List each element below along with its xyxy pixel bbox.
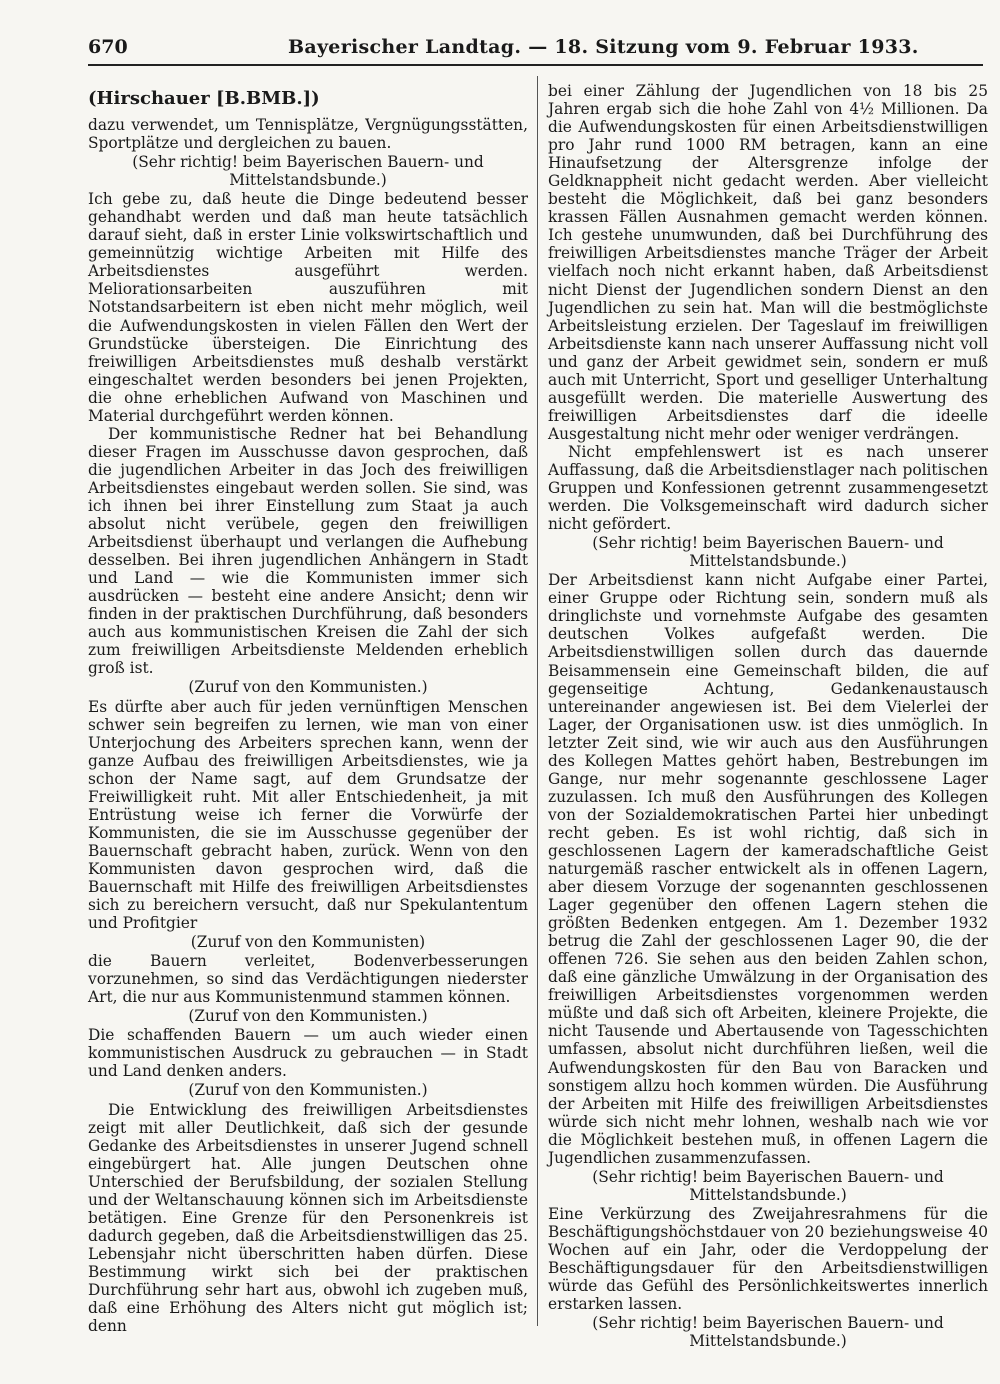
running-head: Bayerischer Landtag. — 18. Sitzung vom 9. Februar 1933. <box>288 36 919 58</box>
paragraph: Der kommunistische Redner hat bei Behandlung dieser Fragen im Ausschusse davon gesprochen, daß die jugendlichen Arbeiter in das Joch des freiwilligen Arbeitsdienstes eingebaut werden sollen. Sie sind, was ich ihnen bei ihrer Einstellung zum Staat ja auch absolut nicht verübele, gegen den freiwilligen Arbeitsdienst überhaupt und verlangen die Aufhebung desselben. Bei ihren jugendlichen Anhängern in Stadt und Land — wie die Kommunisten immer sich ausdrücken — besteht eine andere Ansicht; denn wir finden in der praktischen Durchführung, daß besonders auch aus kommunistischen Kreisen die Zahl der sich zum freiwilligen Arbeitsdienste Meldenden erheblich groß ist. <box>88 424 528 678</box>
interjection: (Sehr richtig! beim Bayerischen Bauern- und Mittelstandsbunde.) <box>132 153 484 190</box>
paragraph: Der Arbeitsdienst kann nicht Aufgabe einer Partei, einer Gruppe oder Richtung sein, sondern muß als dringlichste und vornehmste Aufgabe des gesamten deutschen Volkes aufgefaßt werden. Die Arbeitsdienstwilligen sollen durch das dauernde Beisammensein eine Gemeinschaft bilden, die auf gegenseitige Achtung, Gedankenaustausch untereinander angewiesen ist. Bei dem Vielerlei der Lager, der Organisationen usw. ist dies unmöglich. In letzter Zeit sind, wie wir auch aus den Ausführungen des Kollegen Mattes gehört haben, Bestrebungen im Gange, nur mehr sogenannte geschlossene Lager zuzulassen. Ich muß den Ausführungen des Kollegen von der Sozialdemokratischen Partei hier unbedingt recht geben. Es ist wohl richtig, daß sich in geschlossenen Lagern der kameradschaftliche Geist naturgemäß rascher entwickelt als in offenen Lagern, aber diesem Vorzuge der sogenannten geschlossenen Lager gegenüber den offenen Lagern stehen die größten Bedenken entgegen. Am 1. Dezember 1932 betrug die Zahl der geschlossenen Lager 90, die der offenen 726. Sie sehen aus den beiden Zahlen schon, daß eine gänzliche Umwälzung in der Organisation des freiwilligen Arbeitsdienstes vorgenommen werden müßte und daß sich oft Arbeiten, kleinere Projekte, die nicht Tausende und Abertausende von Tagesschichten umfassen, absolut nicht durchführen ließen, weil die Aufwendungskosten für den Bau von Baracken und sonstigem allzu hoch kommen würden. Die Ausführung der Arbeiten mit Hilfe des freiwilligen Arbeitsdienstes würde sich nicht mehr lohnen, weshalb nach wie vor die Möglichkeit bestehen muß, in offenen Lagern die Jugendlichen zusammenzufassen. <box>548 571 988 1167</box>
interjection: (Sehr richtig! beim Bayerischen Bauern- und Mittelstandsbunde.) <box>592 534 944 571</box>
paragraph: Die schaffenden Bauern — um auch wieder einen kommunistischen Ausdruck zu gebrauchen — in Stadt und Land denken anders. <box>88 1026 528 1081</box>
interjection: (Sehr richtig! beim Bayerischen Bauern- und Mittelstandsbunde.) <box>592 1167 944 1204</box>
left-column <box>88 82 528 1335</box>
paragraph: Nicht empfehlenswert ist es nach unserer Auffassung, daß die Arbeitsdienstlager nach politischen Gruppen und Konfessionen getrennt zusammengesetzt werden. Die Volksgemeinschaft wird dadurch sicher nicht gefördert. <box>548 442 988 534</box>
interjection: (Sehr richtig! beim Bayerischen Bauern- und Mittelstandsbunde.) <box>592 1314 944 1351</box>
right-column <box>548 82 988 1351</box>
paragraph: bei einer Zählung der Jugendlichen von 18 bis 25 Jahren ergab sich die hohe Zahl von 4½ Millionen. Da die Aufwendungskosten für einen Arbeitsdienstwilligen pro Jahr rund 1000 RM betragen, kann an eine Hinaufsetzung der Altersgrenze infolge der Geldknappheit nicht gedacht werden. Aber vielleicht besteht die Möglichkeit, daß bei ganz besonders krassen Fällen Ausnahmen gemacht werden können. Ich gestehe unumwunden, daß bei Durchführung des freiwilligen Arbeitsdienstes manche Träger der Arbeit vielfach noch nicht erkannt haben, daß Arbeitsdienst nicht Dienst der Jugendlichen sondern Dienst an den Jugendlichen zu sein hat. Man will die bestmöglichste Arbeitsleistung erzielen. Der Tageslauf im freiwilligen Arbeitsdienste kann nach unserer Auffassung nicht voll und ganz der Arbeit gewidmet sein, sondern er muß auch mit Unterricht, Sport und geselliger Unterhaltung ausgefüllt werden. Die materielle Auswertung des freiwilligen Arbeitsdienstes darf die ideelle Ausgestaltung nicht mehr oder weniger verdrängen. <box>548 82 988 443</box>
interjection: (Zuruf von den Kommunisten.) <box>188 678 428 697</box>
page-number: 670 <box>88 36 128 58</box>
paragraph: dazu verwendet, um Tennisplätze, Vergnügungsstätten, Sportplätze und dergleichen zu bauen. <box>88 116 528 153</box>
interjection: (Zuruf von den Kommunisten.) <box>188 1007 428 1026</box>
column-divider <box>537 76 538 1326</box>
paragraph: die Bauern verleitet, Bodenverbesserungen vorzunehmen, so sind das Verdächtigungen niederster Art, die nur aus Kommunistenmund stammen können. <box>88 952 528 1007</box>
page-header <box>88 36 983 66</box>
interjection: (Zuruf von den Kommunisten.) <box>188 1081 428 1100</box>
paragraph: Ich gebe zu, daß heute die Dinge bedeutend besser gehandhabt werden und daß man heute tatsächlich darauf sieht, daß in erster Linie volkswirtschaftlich und gemeinnützig wichtige Arbeiten mit Hilfe des Arbeitsdienstes ausgeführt werden. Meliorationsarbeiten auszuführen mit Notstandsarbeitern ist eben nicht mehr möglich, weil die Aufwendungskosten in vielen Fällen den Wert der Grundstücke übersteigen. Die Einrichtung des freiwilligen Arbeitsdienstes muß deshalb verstärkt eingeschaltet werden besonders bei jenen Projekten, die ohne erheblichen Aufwand von Maschinen und Material durchgeführt werden können. <box>88 190 528 425</box>
speaker-label: (Hirschauer [B.BMB.]) <box>88 88 320 109</box>
interjection: (Zuruf von den Kommunisten) <box>190 933 426 952</box>
paragraph: Eine Verkürzung des Zweijahresrahmens für die Beschäftigungshöchstdauer von 20 beziehungsweise 40 Wochen auf ein Jahr, oder die Verdoppelung der Beschäftigungsdauer für den Arbeitsdienstwilligen würde das Gefühl des Persönlichkeitswertes innerlich erstarken lassen. <box>548 1204 988 1314</box>
paragraph: Es dürfte aber auch für jeden vernünftigen Menschen schwer sein begreifen zu lernen, wie man von einer Unterjochung des Arbeiters sprechen kann, wenn der ganze Aufbau des freiwilligen Arbeitsdienstes, wie ja schon der Name sagt, auf dem Grundsatze der Freiwilligkeit ruht. Mit aller Entschiedenheit, ja mit Entrüstung weise ich ferner die Vorwürfe der Kommunisten, die sie im Ausschusse gegenüber der Bauernschaft gebracht haben, zurück. Wenn von den Kommunisten davon gesprochen wird, daß die Bauernschaft mit Hilfe des freiwilligen Arbeitsdienstes sich zu bereichern versucht, daß nur Spekulantentum und Profitgier <box>88 697 528 933</box>
paragraph: Die Entwicklung des freiwilligen Arbeitsdienstes zeigt mit aller Deutlichkeit, daß sich der gesunde Gedanke des Arbeitsdienstes in unserer Jugend schnell eingebürgert hat. Alle jungen Deutschen ohne Unterschied der Berufsbildung, der sozialen Stellung und der Weltanschauung können sich im Arbeitsdienste betätigen. Eine Grenze für den Personenkreis ist dadurch gegeben, daß die Arbeitsdienstwilligen das 25. Lebensjahr nicht überschritten haben dürfen. Diese Bestimmung wirkt sich bei der praktischen Durchführung sehr hart aus, obwohl ich zugeben muß, daß eine Erhöhung des Alters nicht gut möglich ist; denn <box>88 1100 528 1336</box>
